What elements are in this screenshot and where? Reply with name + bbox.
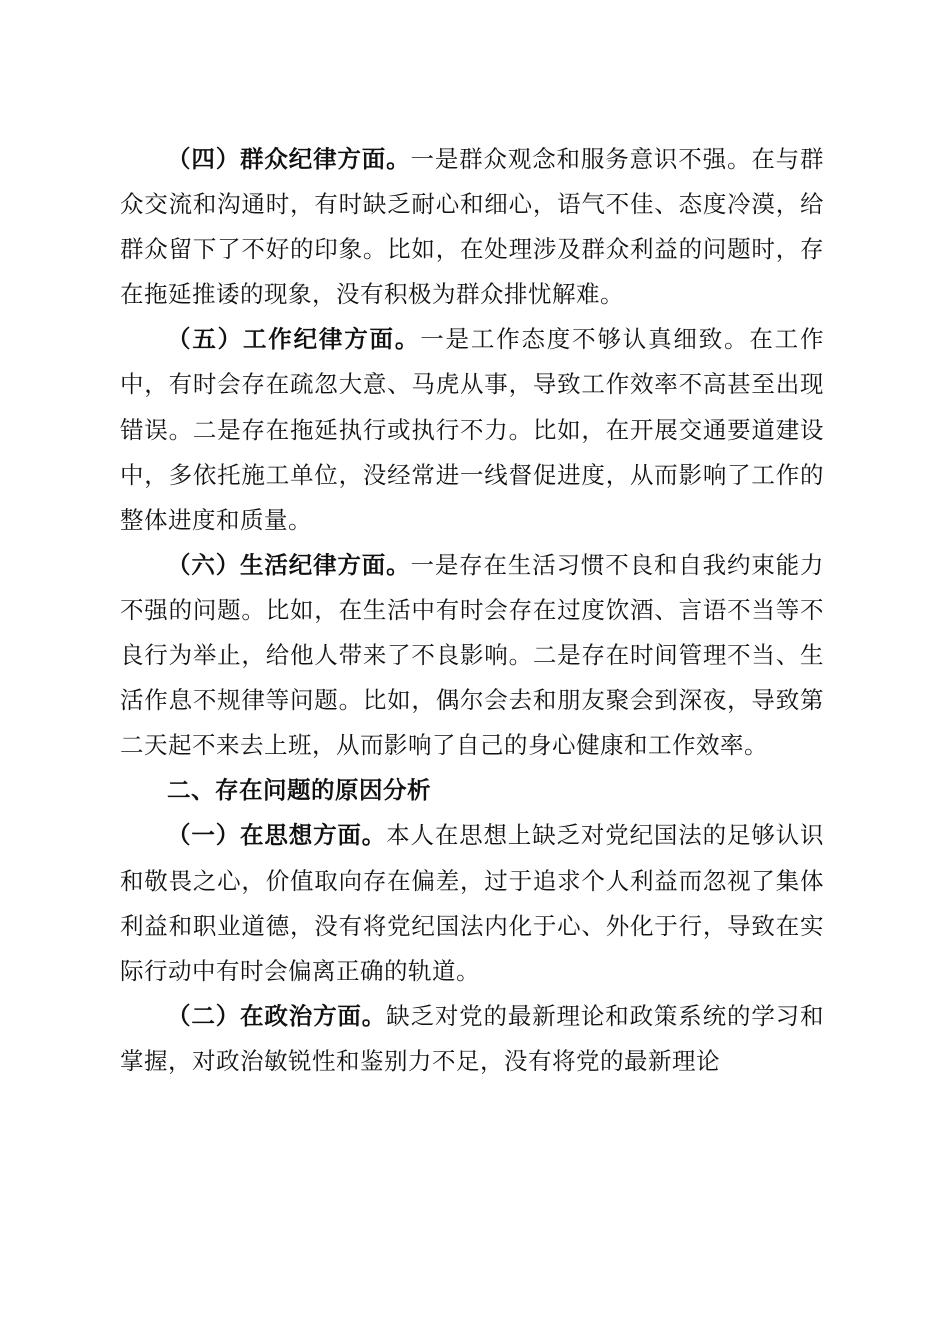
paragraph-lead: （五）工作纪律方面。 <box>167 325 421 354</box>
paragraph-lead: （二）在政治方面。 <box>167 1001 387 1030</box>
paragraph-body: 一是工作态度不够认真细致。在工作中，有时会存在疏忽大意、马虎从事，导致工作效率不高甚至出现错误。二是存在拖延执行或执行不力。比如，在开展交通要道建设中，多依托施工单位，没经常进一线督促进度，从而影响了工作的整体进度和质量。 <box>120 325 825 534</box>
paragraph-work-discipline <box>120 317 824 542</box>
paragraph-life-discipline <box>120 543 824 768</box>
paragraph-body: 本人在思想上缺乏对党纪国法的足够认识和敬畏之心，价值取向存在偏差，过于追求个人利益而忽视了集体利益和职业道德，没有将党纪国法内化于心、外化于行，导致在实际行动中有时会偏离正确的轨道。 <box>120 821 825 985</box>
paragraph-politics <box>120 994 824 1084</box>
paragraph-body: 一是群众观念和服务意识不强。在与群众交流和沟通时，有时缺乏耐心和细心，语气不佳、态度冷漠，给群众留下了不好的印象。比如，在处理涉及群众利益的问题时，存在拖延推诿的现象，没有积极为群众排忧解难。 <box>120 145 825 309</box>
paragraph-lead: （四）群众纪律方面。 <box>167 145 411 173</box>
paragraph-lead: （六）生活纪律方面。 <box>167 550 411 579</box>
paragraph-ideology <box>120 813 824 993</box>
paragraph-body: 缺乏对党的最新理论和政策系统的学习和掌握，对政治敏锐性和鉴别力不足，没有将党的最新理论 <box>120 1001 825 1075</box>
document-page <box>120 137 824 1084</box>
section-heading: 二、存在问题的原因分析 <box>167 776 431 805</box>
paragraph-body: 一是存在生活习惯不良和自我约束能力不强的问题。比如，在生活中有时会存在过度饮酒、言语不当等不良行为举止，给他人带来了不良影响。二是存在时间管理不当、生活作息不规律等问题。比如，偶尔会去和朋友聚会到深夜，导致第二天起不来去上班，从而影响了自己的身心健康和工作效率。 <box>120 550 825 760</box>
paragraph-mass-discipline <box>120 137 824 317</box>
paragraph-lead: （一）在思想方面。 <box>167 821 387 850</box>
